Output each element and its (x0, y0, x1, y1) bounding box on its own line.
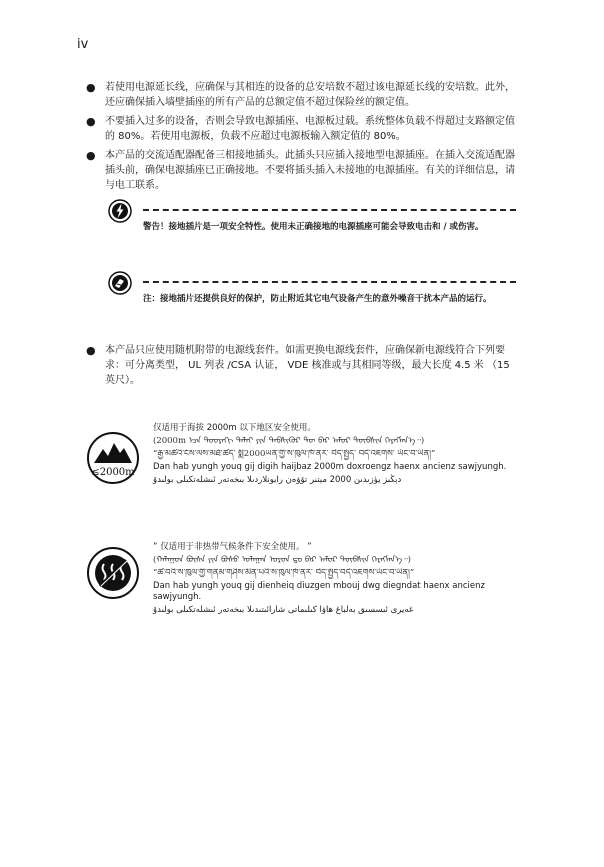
bullet-item (86, 148, 516, 193)
warning-notice (86, 199, 516, 261)
climate-mongolian: (ᠬᠠᠯᠠᠭᠤᠨ ᠪᠦᠰᠡ ᠶᠢᠨ ᠪᠤᠰᠤ ᠤᠯᠠᠭᠠᠨ ᠤᠷᠤᠨ ᠳᠤ ᠪᠠᠷ ᠠᠮᠤᠷ ᠲᠦᠪᠰᠢᠨ ᠬᠡᠷᠡᠭᠯᠡᠨ᠎ᠡ᠃) (153, 555, 411, 565)
bullet-item (86, 343, 516, 388)
climate-warning (86, 542, 516, 622)
divider (143, 281, 516, 283)
divider (143, 209, 516, 211)
altitude-warning (86, 423, 516, 533)
warning-text: 警告！接地插片是一项安全特性。使用未正确接地的电源插座可能会导致电击和 / 或伤害。 (143, 222, 484, 232)
bullet-dot: ● (86, 81, 96, 94)
altitude-icon-label: ≤2000m (91, 467, 135, 478)
altitude-uyghur: دېڭىز يۈزىدىن 2000 مېتىر تۆۋەن رايونلاردىلا بىخەتەر ئىشلەتكىلى بولىدۇ (153, 475, 402, 485)
climate-tibetan: “ཚ་བའི་ས་ཁུལ་གྱི་གནམ་གཤིས་མིན་པའི་ས་ཁུལ་ཁོ་ནར་ བེད་སྤྱོད་བདེ་འཇགས་ཡོང་བ་ཡིན།” (153, 568, 415, 578)
bullet-dot: ● (86, 344, 96, 357)
bullet-text: 本产品只应使用随机附带的电源线套件。如需更换电源线套件，应确保新电源线符合下列要求：可分离类型， UL 列表 /CSA 认证， VDE 核准或与其相同等级，最大长度 4.5 米 （15 英尺）。 (105, 345, 510, 386)
bullet-dot: ● (86, 149, 96, 162)
bullet-dot: ● (86, 115, 96, 128)
note-notice (86, 271, 516, 333)
climate-zh: ” 仅适用于非热带气候条件下安全使用。 ” (153, 542, 312, 552)
page-number: iv (77, 37, 89, 52)
altitude-zhuang: Dan hab yungh youq gij digih haijbaz 2000m doxroengz haenx ancienz sawjyungh. (153, 462, 507, 472)
altitude-limit-icon (86, 431, 140, 485)
note-text: 注：接地插片还提供良好的保护，防止附近其它电气设备产生的意外噪音干扰本产品的运行。 (143, 294, 492, 304)
bullet-text: 本产品的交流适配器配备三相接地插头。此插头只应插入接地型电源插座。在插入交流适配器插头前，确保电源插座已正确接地。不要将插头插入未接地的电源插座。有关的详细信息，请与电工联系。 (105, 150, 515, 191)
altitude-tibetan: “རྒྱ་མཚོའི་ངོས་ལས་མཐོ་ཚད་ སྨི2000ཡན་གྱི་ས་ཁུལ་ཁོ་ནར་ བེད་སྤྱོད་ བདེ་འཇགས་ ཡོང་བ་ཡིན།” (153, 449, 436, 459)
climate-lines (153, 542, 516, 618)
lightning-warning-icon (108, 199, 132, 223)
bullet-item (86, 114, 516, 144)
safety-section (86, 80, 516, 392)
bullet-text: 不要插入过多的设备，否则会导致电源插座、电源板过载。系统整体负载不得超过支路额定值的 80%。若使用电源板，负载不应超过电源板输入额定值的 80%。 (105, 116, 515, 142)
altitude-zh: 仅适用于海拔 2000m 以下地区安全使用。 (153, 423, 316, 433)
no-tropical-icon (86, 546, 140, 600)
climate-zhuang: Dan hab yungh youq gij dienheiq diuzgen mbouj dwg diegndat haenx ancienz sawjyungh. (153, 581, 485, 602)
altitude-lines (153, 423, 516, 488)
bullet-item (86, 80, 516, 110)
note-hand-icon (108, 271, 132, 295)
climate-uyghur: غەيرى ئىسسىق بەلباغ ھاۋا كىلىماتى شارائىتىدىلا بىخەتەر ئىشلەتكىلى بولىدۇ (153, 605, 414, 615)
altitude-mongolian: (2000m ᠡᠴᠡ ᠳᠣᠣᠷᠠᠬᠢ ᠳᠠᠯᠠᠢ ᠶᠢᠨ ᠲᠡᠪᠰᠢᠭᠦᠷ ᠲᠦ ᠪᠠᠷ ᠠᠮᠤᠷ ᠲᠦᠪᠰᠢᠨ ᠬᠡᠷᠡᠭᠯᠡᠨ᠎ᠡ᠃) (153, 436, 425, 446)
bullet-text: 若使用电源延长线，应确保与其相连的设备的总安培数不超过该电源延长线的安培数。此外，还应确保插入墙壁插座的所有产品的总额定值不超过保险丝的额定值。 (105, 82, 515, 108)
